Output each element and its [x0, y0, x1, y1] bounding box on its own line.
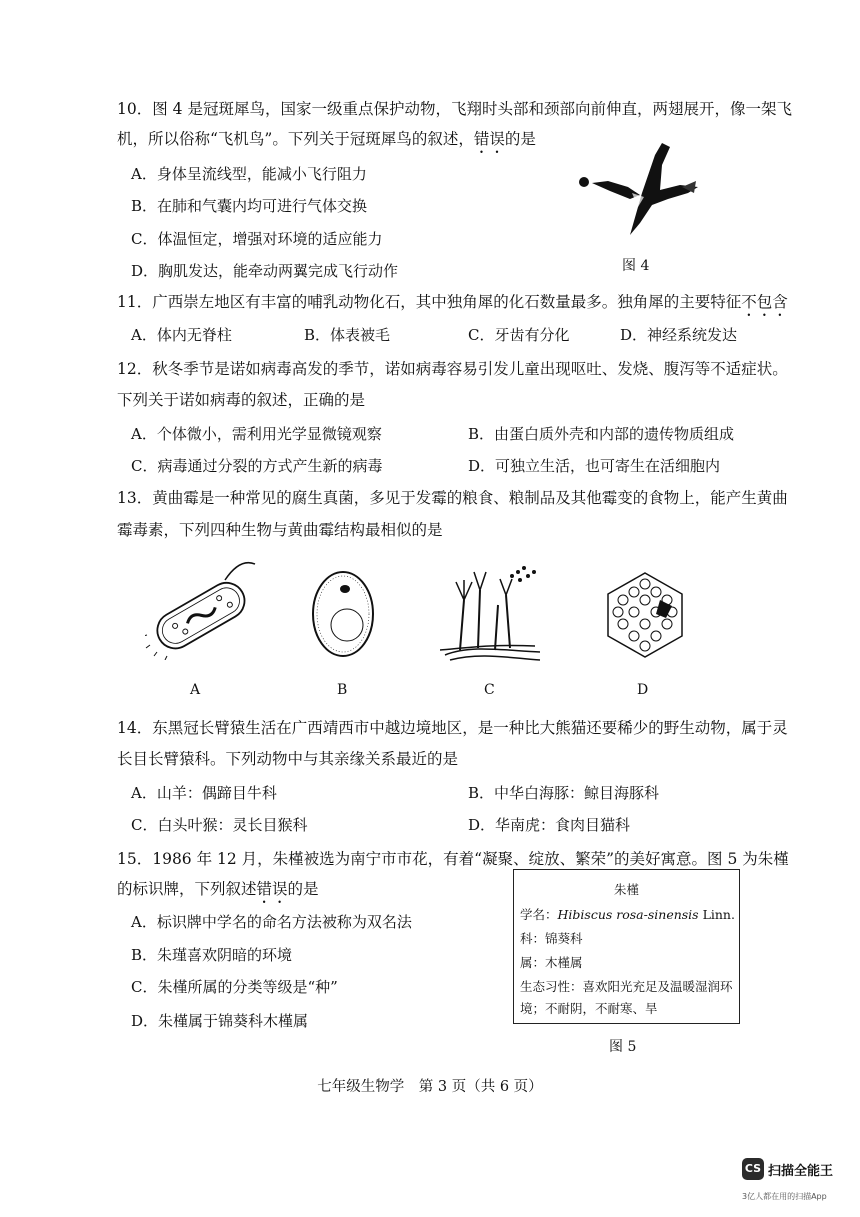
q15-option-a: A．标识牌中学名的命名方法被称为双名法 — [131, 913, 412, 931]
q15-option-c: C．朱槿所属的分类等级是“种” — [131, 978, 338, 996]
q14-option-b: B．中华白海豚：鲸目海豚科 — [468, 784, 660, 802]
q15-option-d: D．朱槿属于锦葵科木槿属 — [131, 1012, 309, 1030]
bacterium-figure — [145, 560, 260, 660]
q11-option-d: D．神经系统发达 — [620, 326, 738, 344]
q13-label-a: A — [190, 682, 201, 698]
camscanner-watermark — [742, 1158, 833, 1180]
q10-stem-line1: 10．图 4 是冠斑犀鸟，国家一级重点保护动物，飞翔时头部和颈部向前伸直，两翅展开，像一架飞 — [117, 100, 792, 118]
card-genus: 属：木槿属 — [520, 955, 583, 970]
q14-option-d: D．华南虎：食肉目猫科 — [468, 816, 631, 834]
hornbill-figure — [570, 135, 705, 250]
q11-option-a: A．体内无脊柱 — [131, 326, 232, 344]
figure5-caption: 图 5 — [609, 1039, 637, 1055]
q10-option-c: C．体温恒定，增强对环境的适应能力 — [131, 230, 383, 248]
card-title: 朱槿 — [613, 882, 639, 897]
camscanner-logo-icon: CS — [742, 1158, 764, 1180]
hibiscus-sign-card — [513, 869, 740, 1024]
mold-figure — [440, 560, 545, 665]
q15-stem-line2: 的标识牌，下列叙述错误的是 — [117, 880, 319, 898]
yeast-figure — [307, 567, 379, 662]
q13-label-c: C — [484, 682, 495, 698]
q14-stem-line1: 14．东黑冠长臂猿生活在广西靖西市中越边境地区，是一种比大熊猫还要稀少的野生动物，属于灵 — [117, 719, 788, 737]
figure4-caption: 图 4 — [622, 258, 650, 274]
q11-option-c: C．牙齿有分化 — [468, 326, 570, 344]
q10-option-d: D．胸肌发达，能牵动两翼完成飞行动作 — [131, 262, 399, 280]
q13-label-d: D — [637, 682, 649, 698]
card-scientific-name: 学名：Hibiscus rosa-sinensis Linn. — [520, 907, 735, 922]
q13-stem-line1: 13．黄曲霉是一种常见的腐生真菌，多见于发霉的粮食、粮制品及其他霉变的食物上，能产生黄曲 — [117, 489, 788, 507]
card-habit-line2: 境；不耐阴，不耐寒、旱 — [520, 1001, 658, 1016]
q10-option-b: B．在肺和气囊内均可进行气体交换 — [131, 197, 368, 215]
card-habit-line1: 生态习性：喜欢阳光充足及温暖湿润环 — [520, 979, 733, 994]
q14-option-c: C．白头叶猴：灵长目猴科 — [131, 816, 308, 834]
virus-figure — [600, 570, 690, 660]
q12-option-d: D．可独立生活，也可寄生在活细胞内 — [468, 457, 721, 475]
q12-stem-line1: 12．秋冬季节是诺如病毒高发的季节，诺如病毒容易引发儿童出现呕吐、发烧、腹泻等不适症状。 — [117, 360, 788, 378]
q14-stem-line2: 长目长臂猿科。下列动物中与其亲缘关系最近的是 — [117, 750, 459, 768]
q13-label-b: B — [337, 682, 348, 698]
q11-option-b: B．体表被毛 — [304, 326, 391, 344]
brand-tagline: 3亿人都在用的扫描App — [742, 1192, 827, 1201]
q13-stem-line2: 霉毒素，下列四种生物与黄曲霉结构最相似的是 — [117, 521, 443, 539]
page-footer: 七年级生物学 第 3 页（共 6 页） — [317, 1079, 543, 1095]
q10-stem-line2: 机，所以俗称“飞机鸟”。下列关于冠斑犀鸟的叙述，错误的是 — [117, 130, 536, 148]
q15-stem-line1: 15．1986 年 12 月，朱槿被选为南宁市市花，有着“凝聚、绽放、繁荣”的美好寓意。图 5 为朱槿 — [117, 850, 789, 868]
q12-option-a: A．个体微小，需利用光学显微镜观察 — [131, 425, 382, 443]
q15-option-b: B．朱瑾喜欢阴暗的环境 — [131, 946, 293, 964]
q12-stem-line2: 下列关于诺如病毒的叙述，正确的是 — [117, 391, 366, 409]
q11-stem-line1: 11．广西崇左地区有丰富的哺乳动物化石，其中独角犀的化石数量最多。独角犀的主要特征不包含 — [117, 293, 788, 311]
brand-name: 扫描全能王 — [768, 1163, 834, 1179]
q12-option-b: B．由蛋白质外壳和内部的遗传物质组成 — [468, 425, 735, 443]
q14-option-a: A．山羊：偶蹄目牛科 — [131, 784, 277, 802]
q12-option-c: C．病毒通过分裂的方式产生新的病毒 — [131, 457, 383, 475]
card-family: 科：锦葵科 — [520, 931, 583, 946]
q10-option-a: A．身体呈流线型，能减小飞行阻力 — [131, 165, 367, 183]
